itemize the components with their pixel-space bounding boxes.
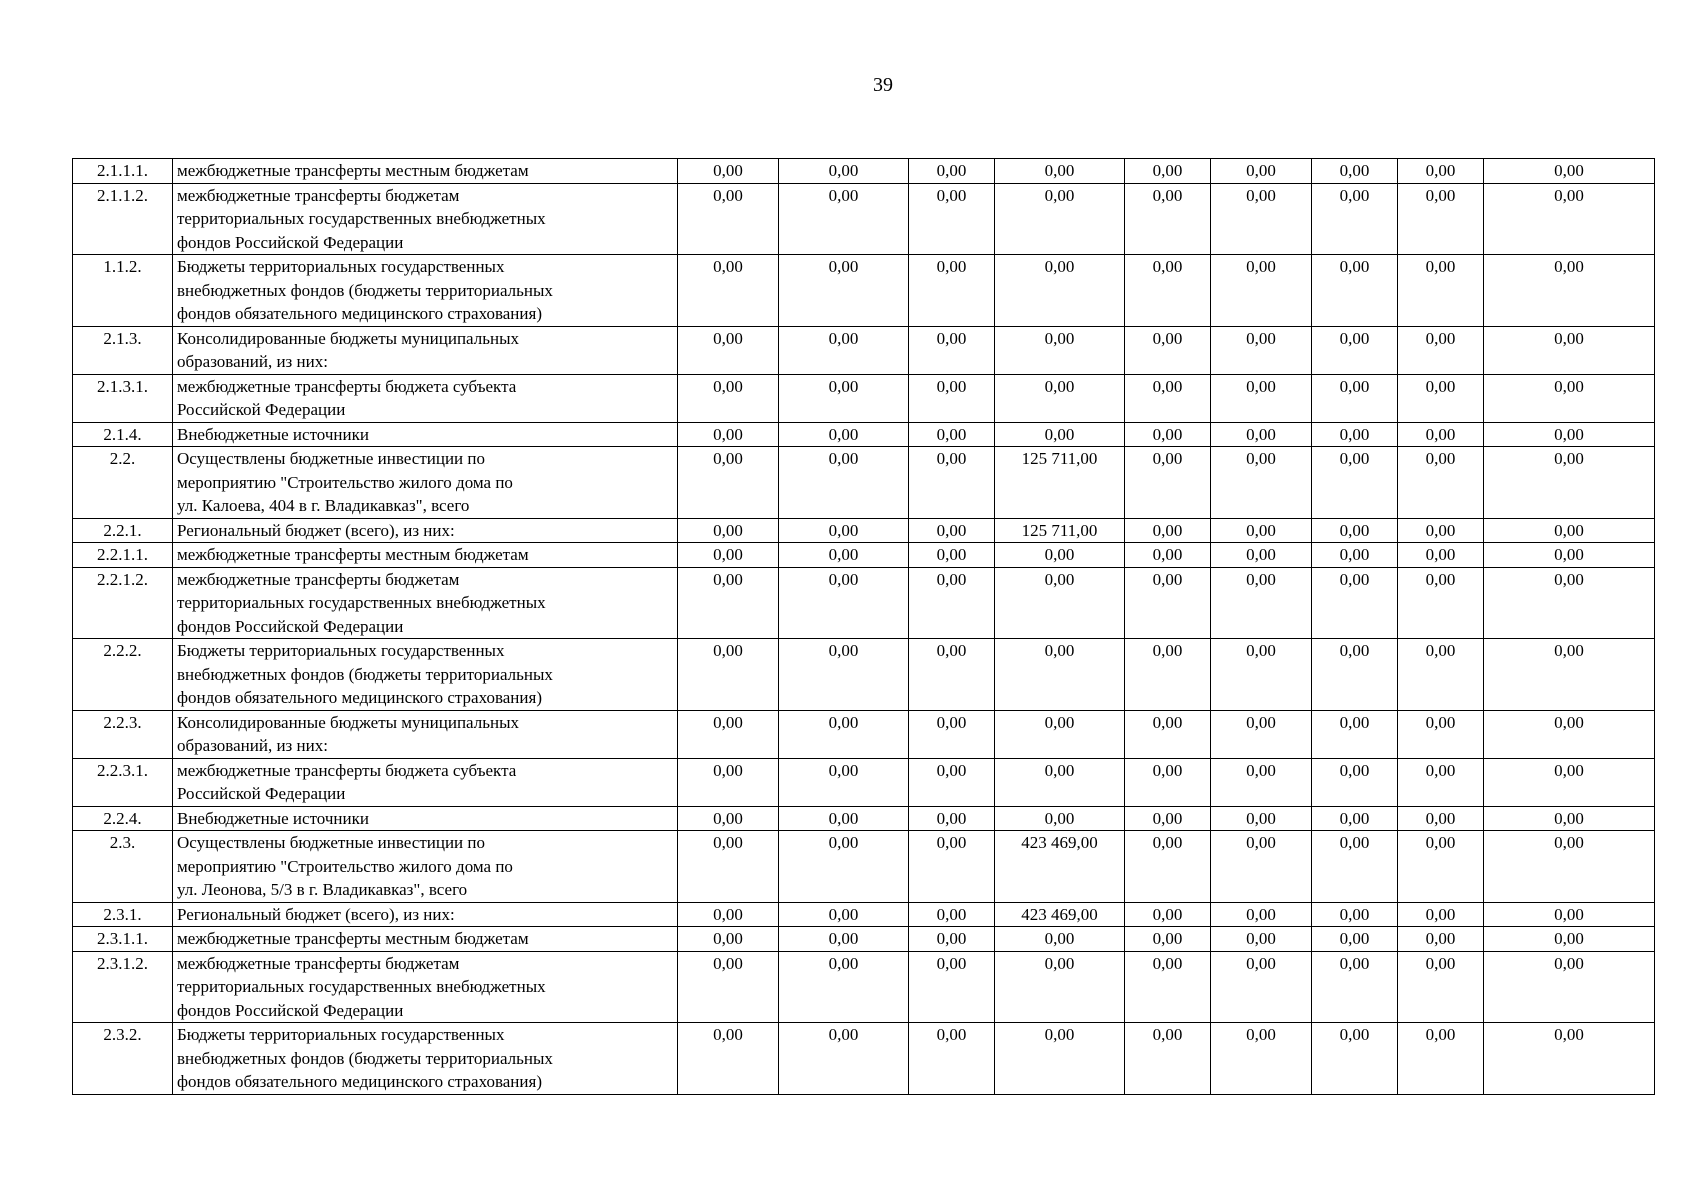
row-name-line: межбюджетные трансферты бюджета субъекта <box>177 376 517 396</box>
value-cell: 0,00 <box>1211 374 1312 422</box>
value-cell: 0,00 <box>1484 326 1655 374</box>
value-cell: 0,00 <box>995 927 1125 952</box>
row-name-line: Региональный бюджет (всего), из них: <box>177 904 455 924</box>
row-name <box>173 326 678 374</box>
value-cell: 0,00 <box>779 422 909 447</box>
row-name-line: межбюджетные трансферты бюджетам <box>177 185 460 205</box>
value-cell: 0,00 <box>1125 902 1211 927</box>
row-code: 2.1.4. <box>73 422 173 447</box>
row-name-line: мероприятию "Строительство жилого дома по <box>177 472 513 492</box>
value-cell: 0,00 <box>678 831 779 903</box>
value-cell: 0,00 <box>1125 543 1211 568</box>
row-name-line: Бюджеты территориальных государственных <box>177 257 505 276</box>
value-cell: 0,00 <box>1211 951 1312 1023</box>
row-code: 2.3. <box>73 831 173 903</box>
value-cell: 0,00 <box>1312 374 1398 422</box>
value-cell: 0,00 <box>1125 447 1211 519</box>
value-cell: 0,00 <box>1398 639 1484 711</box>
value-cell: 0,00 <box>1125 951 1211 1023</box>
value-cell: 0,00 <box>1125 927 1211 952</box>
value-cell: 0,00 <box>909 326 995 374</box>
value-cell: 0,00 <box>1211 758 1312 806</box>
row-name-line: Консолидированные бюджеты муниципальных <box>177 712 520 732</box>
value-cell: 0,00 <box>1125 1023 1211 1095</box>
row-name-line: межбюджетные трансферты бюджетам <box>177 569 460 589</box>
table-row <box>73 422 1655 447</box>
value-cell: 0,00 <box>1211 902 1312 927</box>
row-name <box>173 831 678 903</box>
value-cell: 0,00 <box>1312 518 1398 543</box>
value-cell: 0,00 <box>678 710 779 758</box>
value-cell: 0,00 <box>1312 831 1398 903</box>
value-cell: 125 711,00 <box>995 518 1125 543</box>
value-cell: 0,00 <box>909 159 995 184</box>
value-cell: 0,00 <box>995 159 1125 184</box>
value-cell: 0,00 <box>779 639 909 711</box>
value-cell: 0,00 <box>1125 326 1211 374</box>
value-cell: 0,00 <box>1398 159 1484 184</box>
row-code: 2.2.3.1. <box>73 758 173 806</box>
value-cell: 0,00 <box>1125 518 1211 543</box>
row-name-line: межбюджетные трансферты местным бюджетам <box>177 545 529 564</box>
value-cell: 0,00 <box>779 758 909 806</box>
value-cell: 0,00 <box>779 447 909 519</box>
value-cell: 0,00 <box>1312 255 1398 327</box>
value-cell: 0,00 <box>995 422 1125 447</box>
value-cell: 0,00 <box>1312 567 1398 639</box>
value-cell: 0,00 <box>995 543 1125 568</box>
value-cell: 0,00 <box>678 902 779 927</box>
row-name <box>173 639 678 711</box>
row-name-line: образований, из них: <box>177 352 328 371</box>
value-cell: 0,00 <box>909 639 995 711</box>
value-cell: 0,00 <box>995 758 1125 806</box>
value-cell: 0,00 <box>909 902 995 927</box>
value-cell: 0,00 <box>909 422 995 447</box>
value-cell: 0,00 <box>678 639 779 711</box>
value-cell: 0,00 <box>1125 422 1211 447</box>
value-cell: 0,00 <box>909 710 995 758</box>
row-name-line: межбюджетные трансферты местным бюджетам <box>177 929 529 948</box>
value-cell: 0,00 <box>909 927 995 952</box>
value-cell: 0,00 <box>1484 518 1655 543</box>
table-row <box>73 543 1655 568</box>
row-name <box>173 902 678 927</box>
value-cell: 0,00 <box>678 183 779 255</box>
value-cell: 0,00 <box>1211 1023 1312 1095</box>
row-name-line: внебюджетных фондов (бюджеты территориальных <box>177 664 553 684</box>
value-cell: 0,00 <box>1484 447 1655 519</box>
value-cell: 0,00 <box>779 518 909 543</box>
row-code: 2.2. <box>73 447 173 519</box>
value-cell: 0,00 <box>909 518 995 543</box>
value-cell: 0,00 <box>1484 543 1655 568</box>
row-name <box>173 927 678 952</box>
value-cell: 0,00 <box>1398 518 1484 543</box>
row-code: 2.2.1.1. <box>73 543 173 568</box>
row-name <box>173 422 678 447</box>
row-code: 2.1.1.1. <box>73 159 173 184</box>
value-cell: 0,00 <box>1398 183 1484 255</box>
row-code: 2.2.4. <box>73 806 173 831</box>
value-cell: 0,00 <box>779 374 909 422</box>
value-cell: 0,00 <box>1312 806 1398 831</box>
value-cell: 0,00 <box>779 902 909 927</box>
value-cell: 423 469,00 <box>995 902 1125 927</box>
value-cell: 0,00 <box>1484 806 1655 831</box>
value-cell: 0,00 <box>1125 710 1211 758</box>
value-cell: 0,00 <box>1484 183 1655 255</box>
row-name-line: фондов обязательного медицинского страхования) <box>177 1072 542 1091</box>
row-name-line: ул. Калоева, 404 в г. Владикавказ", всего <box>177 496 470 515</box>
row-name <box>173 710 678 758</box>
value-cell: 0,00 <box>1484 255 1655 327</box>
value-cell: 0,00 <box>1398 447 1484 519</box>
row-name-line: образований, из них: <box>177 736 328 755</box>
table-row <box>73 927 1655 952</box>
value-cell: 0,00 <box>779 951 909 1023</box>
row-name-line: Российской Федерации <box>177 400 346 419</box>
value-cell: 0,00 <box>1398 831 1484 903</box>
value-cell: 125 711,00 <box>995 447 1125 519</box>
row-code: 2.3.1.2. <box>73 951 173 1023</box>
value-cell: 0,00 <box>678 806 779 831</box>
table-row <box>73 1023 1655 1095</box>
value-cell: 0,00 <box>1398 326 1484 374</box>
value-cell: 0,00 <box>678 255 779 327</box>
value-cell: 0,00 <box>1211 639 1312 711</box>
value-cell: 0,00 <box>909 543 995 568</box>
value-cell: 0,00 <box>678 447 779 519</box>
value-cell: 0,00 <box>1398 806 1484 831</box>
row-name-line: Бюджеты территориальных государственных <box>177 641 505 660</box>
value-cell: 0,00 <box>1312 447 1398 519</box>
row-code: 2.2.1.2. <box>73 567 173 639</box>
table-row <box>73 255 1655 327</box>
row-name-line: территориальных государственных внебюджетных <box>177 977 546 996</box>
row-name <box>173 159 678 184</box>
row-name <box>173 543 678 568</box>
value-cell: 0,00 <box>1312 543 1398 568</box>
value-cell: 0,00 <box>678 927 779 952</box>
value-cell: 0,00 <box>779 543 909 568</box>
value-cell: 0,00 <box>909 951 995 1023</box>
table-row <box>73 710 1655 758</box>
row-name-line: фондов обязательного медицинского страхования) <box>177 304 542 323</box>
value-cell: 0,00 <box>1125 159 1211 184</box>
value-cell: 0,00 <box>995 183 1125 255</box>
value-cell: 0,00 <box>779 567 909 639</box>
value-cell: 0,00 <box>909 374 995 422</box>
value-cell: 0,00 <box>909 806 995 831</box>
value-cell: 0,00 <box>1484 567 1655 639</box>
value-cell: 0,00 <box>779 831 909 903</box>
value-cell: 0,00 <box>995 567 1125 639</box>
row-code: 2.3.1. <box>73 902 173 927</box>
value-cell: 0,00 <box>909 567 995 639</box>
value-cell: 0,00 <box>1398 255 1484 327</box>
value-cell: 0,00 <box>1211 927 1312 952</box>
value-cell: 0,00 <box>995 374 1125 422</box>
row-name-line: межбюджетные трансферты бюджета субъекта <box>177 760 517 780</box>
value-cell: 0,00 <box>1211 831 1312 903</box>
row-name-line: Консолидированные бюджеты муниципальных <box>177 328 520 348</box>
row-name-line: территориальных государственных внебюджетных <box>177 209 546 228</box>
value-cell: 0,00 <box>779 927 909 952</box>
value-cell: 0,00 <box>909 183 995 255</box>
value-cell: 0,00 <box>1484 639 1655 711</box>
table-row <box>73 374 1655 422</box>
value-cell: 0,00 <box>1312 758 1398 806</box>
row-name-line: Региональный бюджет (всего), из них: <box>177 520 455 540</box>
row-name-line: фондов Российской Федерации <box>177 616 404 636</box>
row-name <box>173 374 678 422</box>
value-cell: 0,00 <box>678 159 779 184</box>
row-name-line: Российской Федерации <box>177 784 346 803</box>
value-cell: 0,00 <box>1312 951 1398 1023</box>
row-code: 2.2.2. <box>73 639 173 711</box>
table-row <box>73 518 1655 543</box>
value-cell: 423 469,00 <box>995 831 1125 903</box>
row-name-line: Внебюджетные источники <box>177 424 369 444</box>
value-cell: 0,00 <box>1125 831 1211 903</box>
value-cell: 0,00 <box>1125 639 1211 711</box>
value-cell: 0,00 <box>1312 159 1398 184</box>
row-name <box>173 1023 678 1095</box>
value-cell: 0,00 <box>1125 374 1211 422</box>
value-cell: 0,00 <box>995 1023 1125 1095</box>
value-cell: 0,00 <box>1484 951 1655 1023</box>
value-cell: 0,00 <box>909 831 995 903</box>
value-cell: 0,00 <box>1125 255 1211 327</box>
value-cell: 0,00 <box>678 543 779 568</box>
value-cell: 0,00 <box>1312 326 1398 374</box>
value-cell: 0,00 <box>1484 902 1655 927</box>
value-cell: 0,00 <box>678 567 779 639</box>
row-name-line: Внебюджетные источники <box>177 808 369 828</box>
value-cell: 0,00 <box>1312 927 1398 952</box>
value-cell: 0,00 <box>995 639 1125 711</box>
value-cell: 0,00 <box>1484 422 1655 447</box>
table-row <box>73 831 1655 903</box>
value-cell: 0,00 <box>909 447 995 519</box>
row-name <box>173 518 678 543</box>
value-cell: 0,00 <box>1484 374 1655 422</box>
table-row <box>73 326 1655 374</box>
row-code: 1.1.2. <box>73 255 173 327</box>
row-code: 2.3.1.1. <box>73 927 173 952</box>
value-cell: 0,00 <box>779 183 909 255</box>
row-name <box>173 806 678 831</box>
row-code: 2.3.2. <box>73 1023 173 1095</box>
value-cell: 0,00 <box>779 159 909 184</box>
value-cell: 0,00 <box>678 518 779 543</box>
value-cell: 0,00 <box>1484 927 1655 952</box>
value-cell: 0,00 <box>678 326 779 374</box>
row-name-line: территориальных государственных внебюджетных <box>177 593 546 612</box>
value-cell: 0,00 <box>678 374 779 422</box>
value-cell: 0,00 <box>1398 543 1484 568</box>
value-cell: 0,00 <box>909 1023 995 1095</box>
value-cell: 0,00 <box>1211 159 1312 184</box>
value-cell: 0,00 <box>909 758 995 806</box>
row-code: 2.1.3.1. <box>73 374 173 422</box>
value-cell: 0,00 <box>1398 758 1484 806</box>
row-name-line: Осуществлены бюджетные инвестиции по <box>177 449 485 468</box>
value-cell: 0,00 <box>995 255 1125 327</box>
value-cell: 0,00 <box>1484 831 1655 903</box>
row-name-line: Осуществлены бюджетные инвестиции по <box>177 833 485 852</box>
row-code: 2.2.1. <box>73 518 173 543</box>
value-cell: 0,00 <box>1312 1023 1398 1095</box>
value-cell: 0,00 <box>1398 567 1484 639</box>
value-cell: 0,00 <box>1312 639 1398 711</box>
value-cell: 0,00 <box>1398 422 1484 447</box>
row-name-line: мероприятию "Строительство жилого дома по <box>177 856 513 876</box>
row-code: 2.1.1.2. <box>73 183 173 255</box>
value-cell: 0,00 <box>1125 183 1211 255</box>
row-name <box>173 183 678 255</box>
table-row <box>73 758 1655 806</box>
row-name-line: внебюджетных фондов (бюджеты территориальных <box>177 1048 553 1068</box>
value-cell: 0,00 <box>1312 422 1398 447</box>
value-cell: 0,00 <box>1398 710 1484 758</box>
row-name-line: фондов Российской Федерации <box>177 232 404 252</box>
row-name-line: фондов обязательного медицинского страхования) <box>177 688 542 707</box>
row-name <box>173 447 678 519</box>
table-row <box>73 567 1655 639</box>
row-code: 2.2.3. <box>73 710 173 758</box>
value-cell: 0,00 <box>1125 758 1211 806</box>
value-cell: 0,00 <box>1211 710 1312 758</box>
table-row <box>73 447 1655 519</box>
value-cell: 0,00 <box>995 951 1125 1023</box>
value-cell: 0,00 <box>909 255 995 327</box>
value-cell: 0,00 <box>1484 758 1655 806</box>
value-cell: 0,00 <box>995 326 1125 374</box>
row-name <box>173 951 678 1023</box>
value-cell: 0,00 <box>1211 447 1312 519</box>
value-cell: 0,00 <box>1312 710 1398 758</box>
value-cell: 0,00 <box>678 422 779 447</box>
row-name <box>173 567 678 639</box>
value-cell: 0,00 <box>1312 183 1398 255</box>
value-cell: 0,00 <box>1211 518 1312 543</box>
table-row <box>73 951 1655 1023</box>
value-cell: 0,00 <box>1125 567 1211 639</box>
value-cell: 0,00 <box>1211 326 1312 374</box>
row-name-line: фондов Российской Федерации <box>177 1000 404 1020</box>
table-row <box>73 159 1655 184</box>
row-name-line: Бюджеты территориальных государственных <box>177 1025 505 1044</box>
value-cell: 0,00 <box>1484 159 1655 184</box>
value-cell: 0,00 <box>1211 183 1312 255</box>
value-cell: 0,00 <box>1312 902 1398 927</box>
value-cell: 0,00 <box>995 710 1125 758</box>
row-name <box>173 758 678 806</box>
value-cell: 0,00 <box>1398 927 1484 952</box>
row-name <box>173 255 678 327</box>
table-row <box>73 639 1655 711</box>
value-cell: 0,00 <box>1211 567 1312 639</box>
value-cell: 0,00 <box>995 806 1125 831</box>
value-cell: 0,00 <box>678 1023 779 1095</box>
row-code: 2.1.3. <box>73 326 173 374</box>
value-cell: 0,00 <box>1211 543 1312 568</box>
value-cell: 0,00 <box>678 951 779 1023</box>
page-number: 39 <box>873 74 893 96</box>
value-cell: 0,00 <box>1398 1023 1484 1095</box>
table-row <box>73 806 1655 831</box>
budget-table <box>72 158 1655 1095</box>
value-cell: 0,00 <box>1484 1023 1655 1095</box>
row-name-line: внебюджетных фондов (бюджеты территориальных <box>177 280 553 300</box>
value-cell: 0,00 <box>1125 806 1211 831</box>
value-cell: 0,00 <box>1211 806 1312 831</box>
value-cell: 0,00 <box>779 326 909 374</box>
table-row <box>73 183 1655 255</box>
row-name-line: межбюджетные трансферты бюджетам <box>177 953 460 973</box>
value-cell: 0,00 <box>1398 951 1484 1023</box>
value-cell: 0,00 <box>678 758 779 806</box>
value-cell: 0,00 <box>1398 374 1484 422</box>
value-cell: 0,00 <box>1211 422 1312 447</box>
table-row <box>73 902 1655 927</box>
value-cell: 0,00 <box>779 806 909 831</box>
row-name-line: межбюджетные трансферты местным бюджетам <box>177 161 529 180</box>
value-cell: 0,00 <box>779 710 909 758</box>
value-cell: 0,00 <box>1211 255 1312 327</box>
value-cell: 0,00 <box>779 255 909 327</box>
value-cell: 0,00 <box>779 1023 909 1095</box>
value-cell: 0,00 <box>1484 710 1655 758</box>
value-cell: 0,00 <box>1398 902 1484 927</box>
row-name-line: ул. Леонова, 5/3 в г. Владикавказ", всего <box>177 880 468 899</box>
